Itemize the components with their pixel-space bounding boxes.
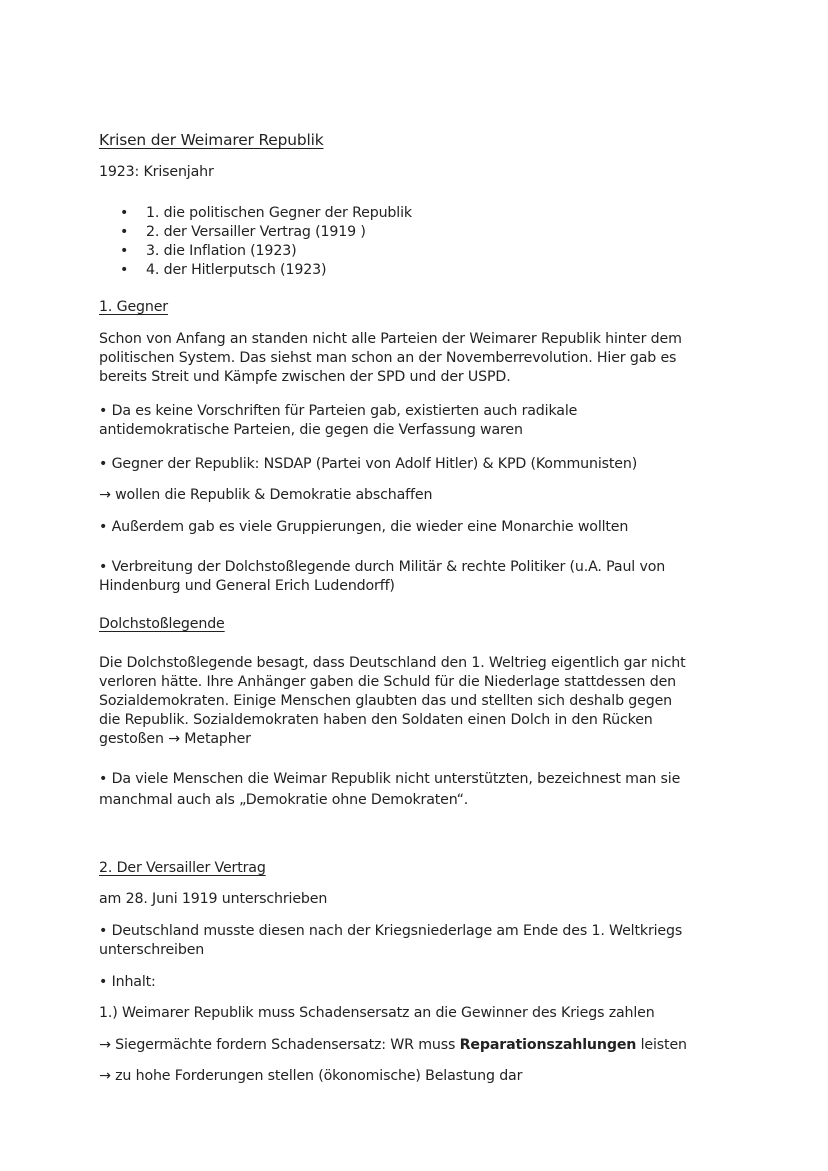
paragraph-line: unterschreiben [99,942,205,958]
paragraph-line: Die Dolchstoßlegende besagt, dass Deutschland den 1. Weltrieg eigentlich gar nicht [99,655,686,671]
paragraph-line [99,1036,687,1055]
paragraph-line: • Da viele Menschen die Weimar Republik nicht unterstützten, bezeichnest man sie [99,771,681,787]
section-heading-gegner: 1. Gegner [99,299,168,315]
document-subtitle: 1923: Krisenjahr [99,164,214,180]
section-heading-dolchstosslegende: Dolchstoßlegende [99,616,225,632]
paragraph-line: verloren hätte. Ihre Anhänger gaben die Schuld für die Niederlage stattdessen den [99,674,676,690]
bold-term: Reparationszahlungen [459,1037,637,1053]
paragraph-line: manchmal auch als „Demokratie ohne Demokraten“. [99,792,469,808]
paragraph-line: Hindenburg und General Erich Ludendorff) [99,578,395,594]
paragraph-line: politischen System. Das siehst man schon an der Novemberrevolution. Hier gab es [99,350,677,366]
section-heading-versailler-vertrag: 2. Der Versailler Vertrag [99,860,266,876]
paragraph-line: • Da es keine Vorschriften für Parteien gab, existierten auch radikale [99,403,578,419]
paragraph-line: → wollen die Republik & Demokratie abschaffen [99,487,433,503]
crisis-list [99,204,412,280]
text-run: leisten [636,1037,687,1053]
paragraph-line: Sozialdemokraten. Einige Menschen glaubten das und stellten sich deshalb gegen [99,693,673,709]
paragraph-line: • Gegner der Republik: NSDAP (Partei von Adolf Hitler) & KPD (Kommunisten) [99,456,638,472]
paragraph-line: • Außerdem gab es viele Gruppierungen, die wieder eine Monarchie wollten [99,519,629,535]
paragraph-line: gestoßen → Metapher [99,731,251,747]
paragraph-line: • Verbreitung der Dolchstoßlegende durch Militär & rechte Politiker (u.A. Paul von [99,559,666,575]
list-item: • 3. die Inflation (1923) [99,242,412,261]
paragraph-line: 1.) Weimarer Republik muss Schadensersatz an die Gewinner des Kriegs zahlen [99,1005,655,1021]
text-run: → Siegermächte fordern Schadensersatz: WR muss [99,1037,460,1053]
paragraph-line: Schon von Anfang an standen nicht alle Parteien der Weimarer Republik hinter dem [99,331,682,347]
paragraph-line: am 28. Juni 1919 unterschrieben [99,891,328,907]
paragraph-line: → zu hohe Forderungen stellen (ökonomische) Belastung dar [99,1068,523,1084]
list-item: • 2. der Versailler Vertrag (1919 ) [99,223,412,242]
paragraph-line: die Republik. Sozialdemokraten haben den Soldaten einen Dolch in den Rücken [99,712,653,728]
document-title: Krisen der Weimarer Republik [99,131,324,149]
paragraph-line: bereits Streit und Kämpfe zwischen der SPD und der USPD. [99,369,511,385]
paragraph-line: • Inhalt: [99,974,156,990]
paragraph-line: • Deutschland musste diesen nach der Kriegsniederlage am Ende des 1. Weltkriegs [99,923,683,939]
list-item: • 1. die politischen Gegner der Republik [99,204,412,223]
list-item: • 4. der Hitlerputsch (1923) [99,261,412,280]
paragraph-line: antidemokratische Parteien, die gegen die Verfassung waren [99,422,523,438]
